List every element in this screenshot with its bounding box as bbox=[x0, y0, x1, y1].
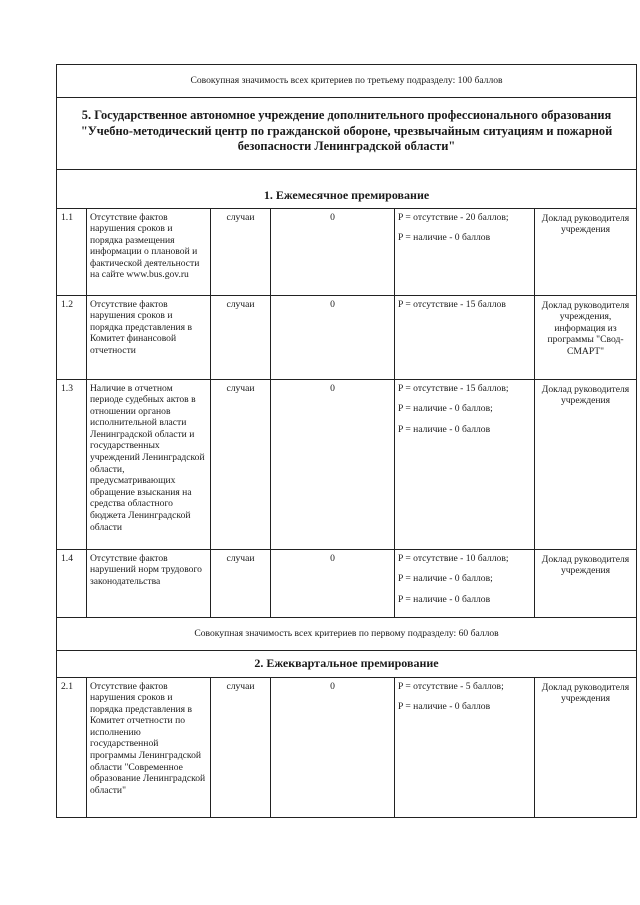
condition-line: P = отсутствие - 15 баллов; bbox=[398, 382, 509, 394]
unit-text: случаи bbox=[211, 379, 271, 549]
condition-line: P = наличие - 0 баллов; bbox=[398, 573, 493, 585]
condition-line: P = отсутствие - 5 баллов; bbox=[398, 680, 504, 692]
conditions-cell bbox=[395, 379, 535, 549]
condition-line: P = отсутствие - 15 баллов bbox=[398, 298, 506, 310]
conditions-cell bbox=[395, 549, 535, 617]
criterion-text: Отсутствие фактов нарушения сроков и порядка представления в Комитет финансовой отчетности bbox=[87, 295, 211, 379]
org-title-row bbox=[57, 98, 637, 170]
conditions-cell bbox=[395, 208, 535, 295]
condition-line: P = отсутствие - 10 баллов; bbox=[398, 552, 509, 564]
unit-text: случаи bbox=[211, 295, 271, 379]
condition-line: P = наличие - 0 баллов; bbox=[398, 403, 493, 415]
row-number: 1.3 bbox=[57, 379, 87, 549]
conditions-cell bbox=[395, 677, 535, 817]
unit-text: случаи bbox=[211, 549, 271, 617]
table-row bbox=[57, 379, 637, 549]
condition-line: P = наличие - 0 баллов bbox=[398, 232, 491, 244]
value-text: 0 bbox=[271, 379, 395, 549]
document-page bbox=[56, 64, 636, 818]
table-row bbox=[57, 208, 637, 295]
table-row bbox=[57, 677, 637, 817]
condition-line: P = отсутствие - 20 баллов; bbox=[398, 211, 509, 223]
table-row bbox=[57, 295, 637, 379]
table-row bbox=[57, 549, 637, 617]
org-title: 5. Государственное автономное учреждение дополнительного профессионального образования "Учебно-методический центр по гражданской обороне, чрезвычайным ситуациям и пожарной безопасности Ленинградской области" bbox=[57, 98, 637, 170]
criteria-table bbox=[56, 64, 637, 818]
source-text: Доклад руководителя учреждения bbox=[535, 208, 637, 295]
condition-line: P = наличие - 0 баллов bbox=[398, 423, 491, 435]
value-text: 0 bbox=[271, 677, 395, 817]
source-text: Доклад руководителя учреждения bbox=[535, 549, 637, 617]
section-2-title: 2. Ежеквартальное премирование bbox=[57, 650, 637, 677]
row-number: 1.1 bbox=[57, 208, 87, 295]
row-number: 2.1 bbox=[57, 677, 87, 817]
source-text: Доклад руководителя учреждения, информация из программы "Свод-СМАРТ" bbox=[535, 295, 637, 379]
value-text: 0 bbox=[271, 208, 395, 295]
top-total-row bbox=[57, 65, 637, 98]
value-text: 0 bbox=[271, 295, 395, 379]
section-1-header-row bbox=[57, 169, 637, 208]
criterion-text: Наличие в отчетном периоде судебных актов в отношении органов исполнительной власти Ленинградской области и государственных учреждений Ленинградской области, предусматривающих обращение взыскания на средства областного бюджета Ленинградской области bbox=[87, 379, 211, 549]
section-2-header-row bbox=[57, 650, 637, 677]
condition-line: P = наличие - 0 баллов bbox=[398, 701, 491, 713]
section-1-title: 1. Ежемесячное премирование bbox=[57, 169, 637, 208]
value-text: 0 bbox=[271, 549, 395, 617]
row-number: 1.2 bbox=[57, 295, 87, 379]
section-1-total-row bbox=[57, 617, 637, 650]
source-text: Доклад руководителя учреждения bbox=[535, 379, 637, 549]
source-text: Доклад руководителя учреждения bbox=[535, 677, 637, 817]
section-1-total: Совокупная значимость всех критериев по первому подразделу: 60 баллов bbox=[57, 617, 637, 650]
row-number: 1.4 bbox=[57, 549, 87, 617]
conditions-cell bbox=[395, 295, 535, 379]
criterion-text: Отсутствие фактов нарушения сроков и порядка представления в Комитет отчетности по исполнению государственной программы Ленинградской области "Современное образование Ленинградской области" bbox=[87, 677, 211, 817]
top-total-text: Совокупная значимость всех критериев по третьему подразделу: 100 баллов bbox=[57, 65, 637, 98]
unit-text: случаи bbox=[211, 208, 271, 295]
criterion-text: Отсутствие фактов нарушения сроков и порядка размещения информации о плановой и фактической деятельности на сайте www.bus.gov.ru bbox=[87, 208, 211, 295]
criterion-text: Отсутствие фактов нарушений норм трудового законодательства bbox=[87, 549, 211, 617]
condition-line: P = наличие - 0 баллов bbox=[398, 593, 491, 605]
unit-text: случаи bbox=[211, 677, 271, 817]
